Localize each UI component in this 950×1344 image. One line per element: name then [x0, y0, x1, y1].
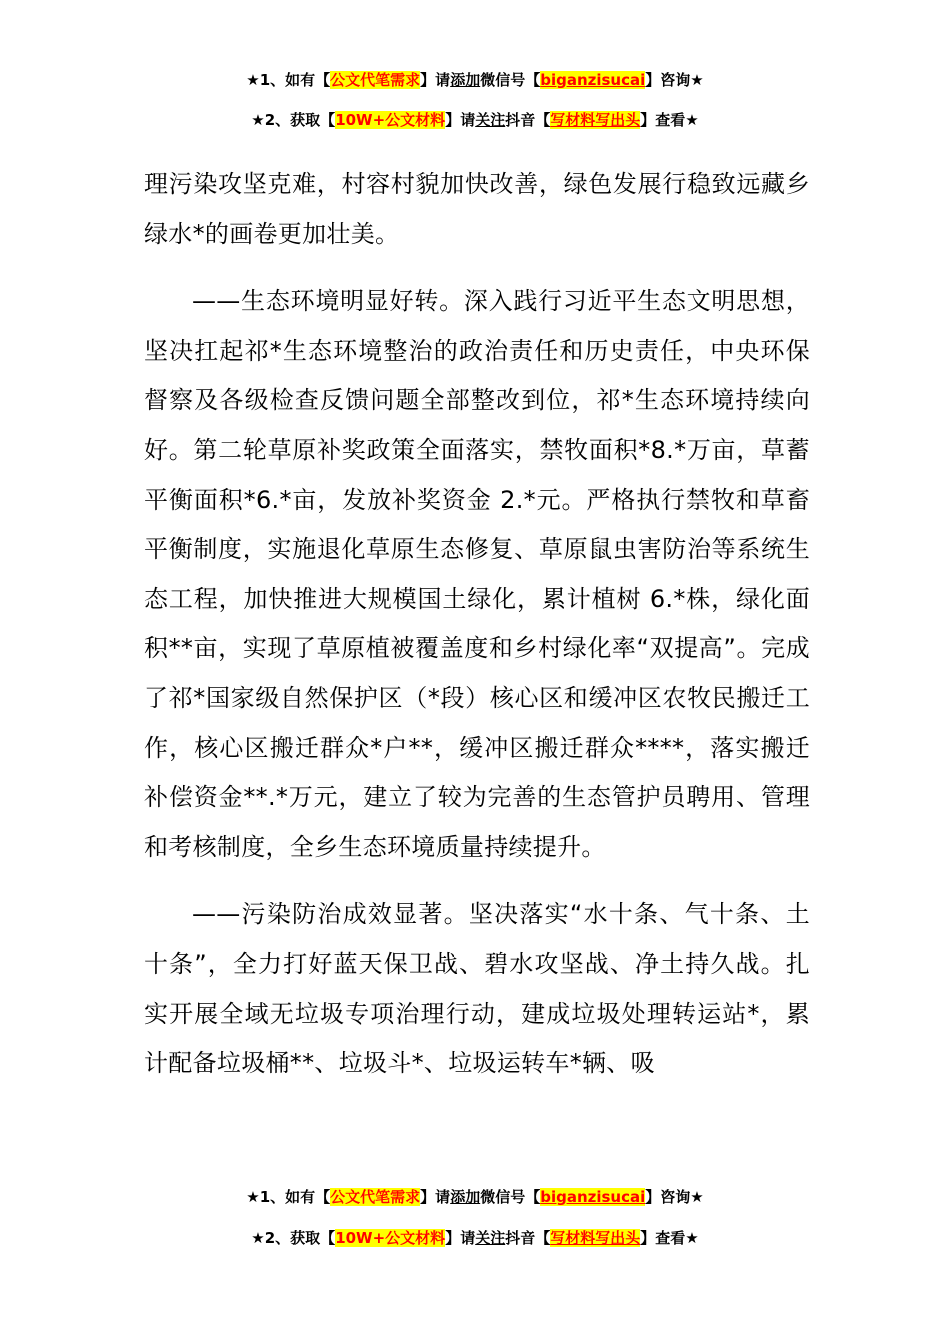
- highlight-text: 10W+公文材料: [335, 1229, 446, 1247]
- footer-notice-line-1: [0, 1187, 950, 1207]
- douyin-account-link[interactable]: 写材料写出头: [550, 1229, 641, 1247]
- banner-text: 微信号【: [480, 1188, 541, 1206]
- document-body: [144, 160, 810, 1089]
- banner-text: 微信号【: [480, 71, 541, 89]
- highlight-text: 公文代笔需求: [330, 1188, 421, 1206]
- underlined-text: 添加: [450, 71, 481, 89]
- paragraph-spacer: [144, 259, 810, 277]
- banner-text: 】请: [420, 71, 451, 89]
- banner-text: ★2、获取【: [251, 111, 336, 129]
- paragraph-spacer: [144, 872, 810, 890]
- highlight-text: 公文代笔需求: [330, 71, 421, 89]
- banner-text: 】咨询★: [645, 71, 704, 89]
- header-notice-line-2: [0, 110, 950, 130]
- underlined-text: 关注: [475, 111, 506, 129]
- banner-text: 】咨询★: [645, 1188, 704, 1206]
- banner-text: ★2、获取【: [251, 1229, 336, 1247]
- paragraph-continued: 理污染攻坚克难，村容村貌加快改善，绿色发展行稳致远藏乡绿水*的画卷更加壮美。: [144, 170, 810, 248]
- banner-text: ★1、如有【: [246, 71, 331, 89]
- banner-text: 抖音【: [505, 111, 551, 129]
- highlight-text: 10W+公文材料: [335, 111, 446, 129]
- paragraph-ecology: ——生态环境明显好转。深入践行习近平生态文明思想，坚决扛起祁*生态环境整治的政治责任和历史责任，中央环保督察及各级检查反馈问题全部整改到位，祁*生态环境持续向好。第二轮草原补奖政策全面落实，禁牧面积*8.*万亩，草蓄平衡面积*6.*亩，发放补奖资金 2.*元。严格执行禁牧和草畜平衡制度，实施退化草原生态修复、草原鼠虫害防治等系统生态工程，加快推进大规模国土绿化，累计植树 6.*株，绿化面积**亩，实现了草原植被覆盖度和乡村绿化率“双提高”。完成了祁*国家级自然保护区（*段）核心区和缓冲区农牧民搬迁工作，核心区搬迁群众*户**，缓冲区搬迁群众****，落实搬迁补偿资金**.*万元，建立了较为完善的生态管护员聘用、管理和考核制度，全乡生态环境质量持续提升。: [144, 287, 810, 861]
- banner-text: 】查看★: [640, 111, 699, 129]
- banner-text: 抖音【: [505, 1229, 551, 1247]
- banner-text: 】请: [445, 1229, 476, 1247]
- underlined-text: 添加: [450, 1188, 481, 1206]
- wechat-id-link[interactable]: biganzisucai: [540, 1188, 646, 1206]
- header-notice-line-1: [0, 70, 950, 90]
- banner-text: 】请: [420, 1188, 451, 1206]
- paragraph-pollution: ——污染防治成效显著。坚决落实“水十条、气十条、土十条”，全力打好蓝天保卫战、碧水攻坚战、净土持久战。扎实开展全域无垃圾专项治理行动，建成垃圾处理转运站*，累计配备垃圾桶**、垃圾斗*、垃圾运转车*辆、吸: [144, 900, 810, 1078]
- wechat-id-link[interactable]: biganzisucai: [540, 71, 646, 89]
- underlined-text: 关注: [475, 1229, 506, 1247]
- footer-notice-line-2: [0, 1228, 950, 1248]
- banner-text: 】查看★: [640, 1229, 699, 1247]
- douyin-account-link[interactable]: 写材料写出头: [550, 111, 641, 129]
- banner-text: 】请: [445, 111, 476, 129]
- banner-text: ★1、如有【: [246, 1188, 331, 1206]
